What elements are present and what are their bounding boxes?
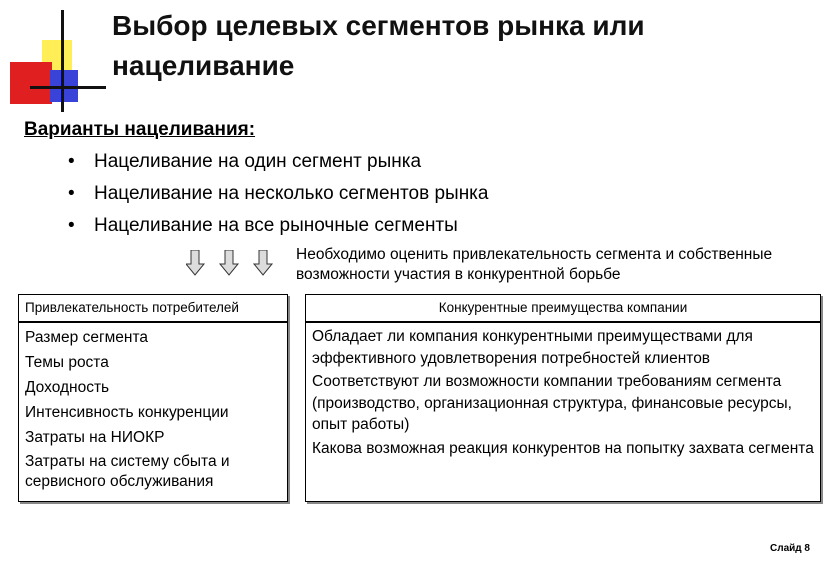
decor-vertical-line xyxy=(61,10,64,112)
competitive-header-box xyxy=(305,294,821,322)
bullet-text: Нацеливание на все рыночные сегменты xyxy=(94,215,458,236)
bullet-dot: • xyxy=(68,215,75,236)
down-arrow-icon xyxy=(254,250,272,275)
attractiveness-item: Размер сегмента xyxy=(25,329,148,346)
bullet-text: Нацеливание на один сегмент рынка xyxy=(94,151,422,172)
bullet-dot: • xyxy=(68,183,75,204)
bullet-item xyxy=(68,178,488,210)
attractiveness-body-box xyxy=(18,322,288,502)
competitive-item: Какова возможная реакция конкурентов на попытку захвата сегмента xyxy=(312,439,814,457)
competitive-body-box xyxy=(305,322,821,502)
decor-red-square xyxy=(10,62,52,104)
competitive-item: Обладает ли компания конкурентными преимуществами для эффективного удовлетворения потребностей клиентов xyxy=(312,328,753,367)
slide-number: Слайд 8 xyxy=(770,543,810,554)
attractiveness-list xyxy=(19,323,287,492)
attractiveness-header: Привлекательность потребителей xyxy=(25,300,239,315)
attractiveness-item: Темы роста xyxy=(25,354,109,371)
competitive-list xyxy=(306,323,820,459)
attractiveness-item: Затраты на НИОКР xyxy=(25,429,165,446)
attractiveness-header-box xyxy=(18,294,288,322)
bullet-item xyxy=(68,146,488,178)
decor-horizontal-line xyxy=(30,86,106,89)
bullet-dot: • xyxy=(68,151,75,172)
variants-heading: Варианты нацеливания: xyxy=(24,119,256,140)
down-arrow-icon xyxy=(220,250,238,275)
down-arrow-icon xyxy=(186,250,204,275)
attractiveness-item: Затраты на систему сбыта и сервисного обслуживания xyxy=(25,453,230,490)
bullet-item xyxy=(68,210,488,242)
attractiveness-item: Доходность xyxy=(25,379,110,396)
targeting-bullet-list xyxy=(68,146,488,242)
down-arrows-group xyxy=(186,250,282,276)
competitive-header: Конкурентные преимущества компании xyxy=(438,300,688,315)
slide-title: Выбор целевых сегментов рынка или нацеливание xyxy=(112,10,645,81)
bullet-text: Нацеливание на несколько сегментов рынка xyxy=(94,183,489,204)
attractiveness-item: Интенсивность конкуренции xyxy=(25,404,229,421)
competitive-item: Соответствуют ли возможности компании требованиям сегмента (производство, организационная структура, финансовые ресурсы, опыт работы) xyxy=(312,373,792,433)
evaluation-note: Необходимо оценить привлекательность сегмента и собственные возможности участия в конкурентной борьбе xyxy=(296,246,773,283)
